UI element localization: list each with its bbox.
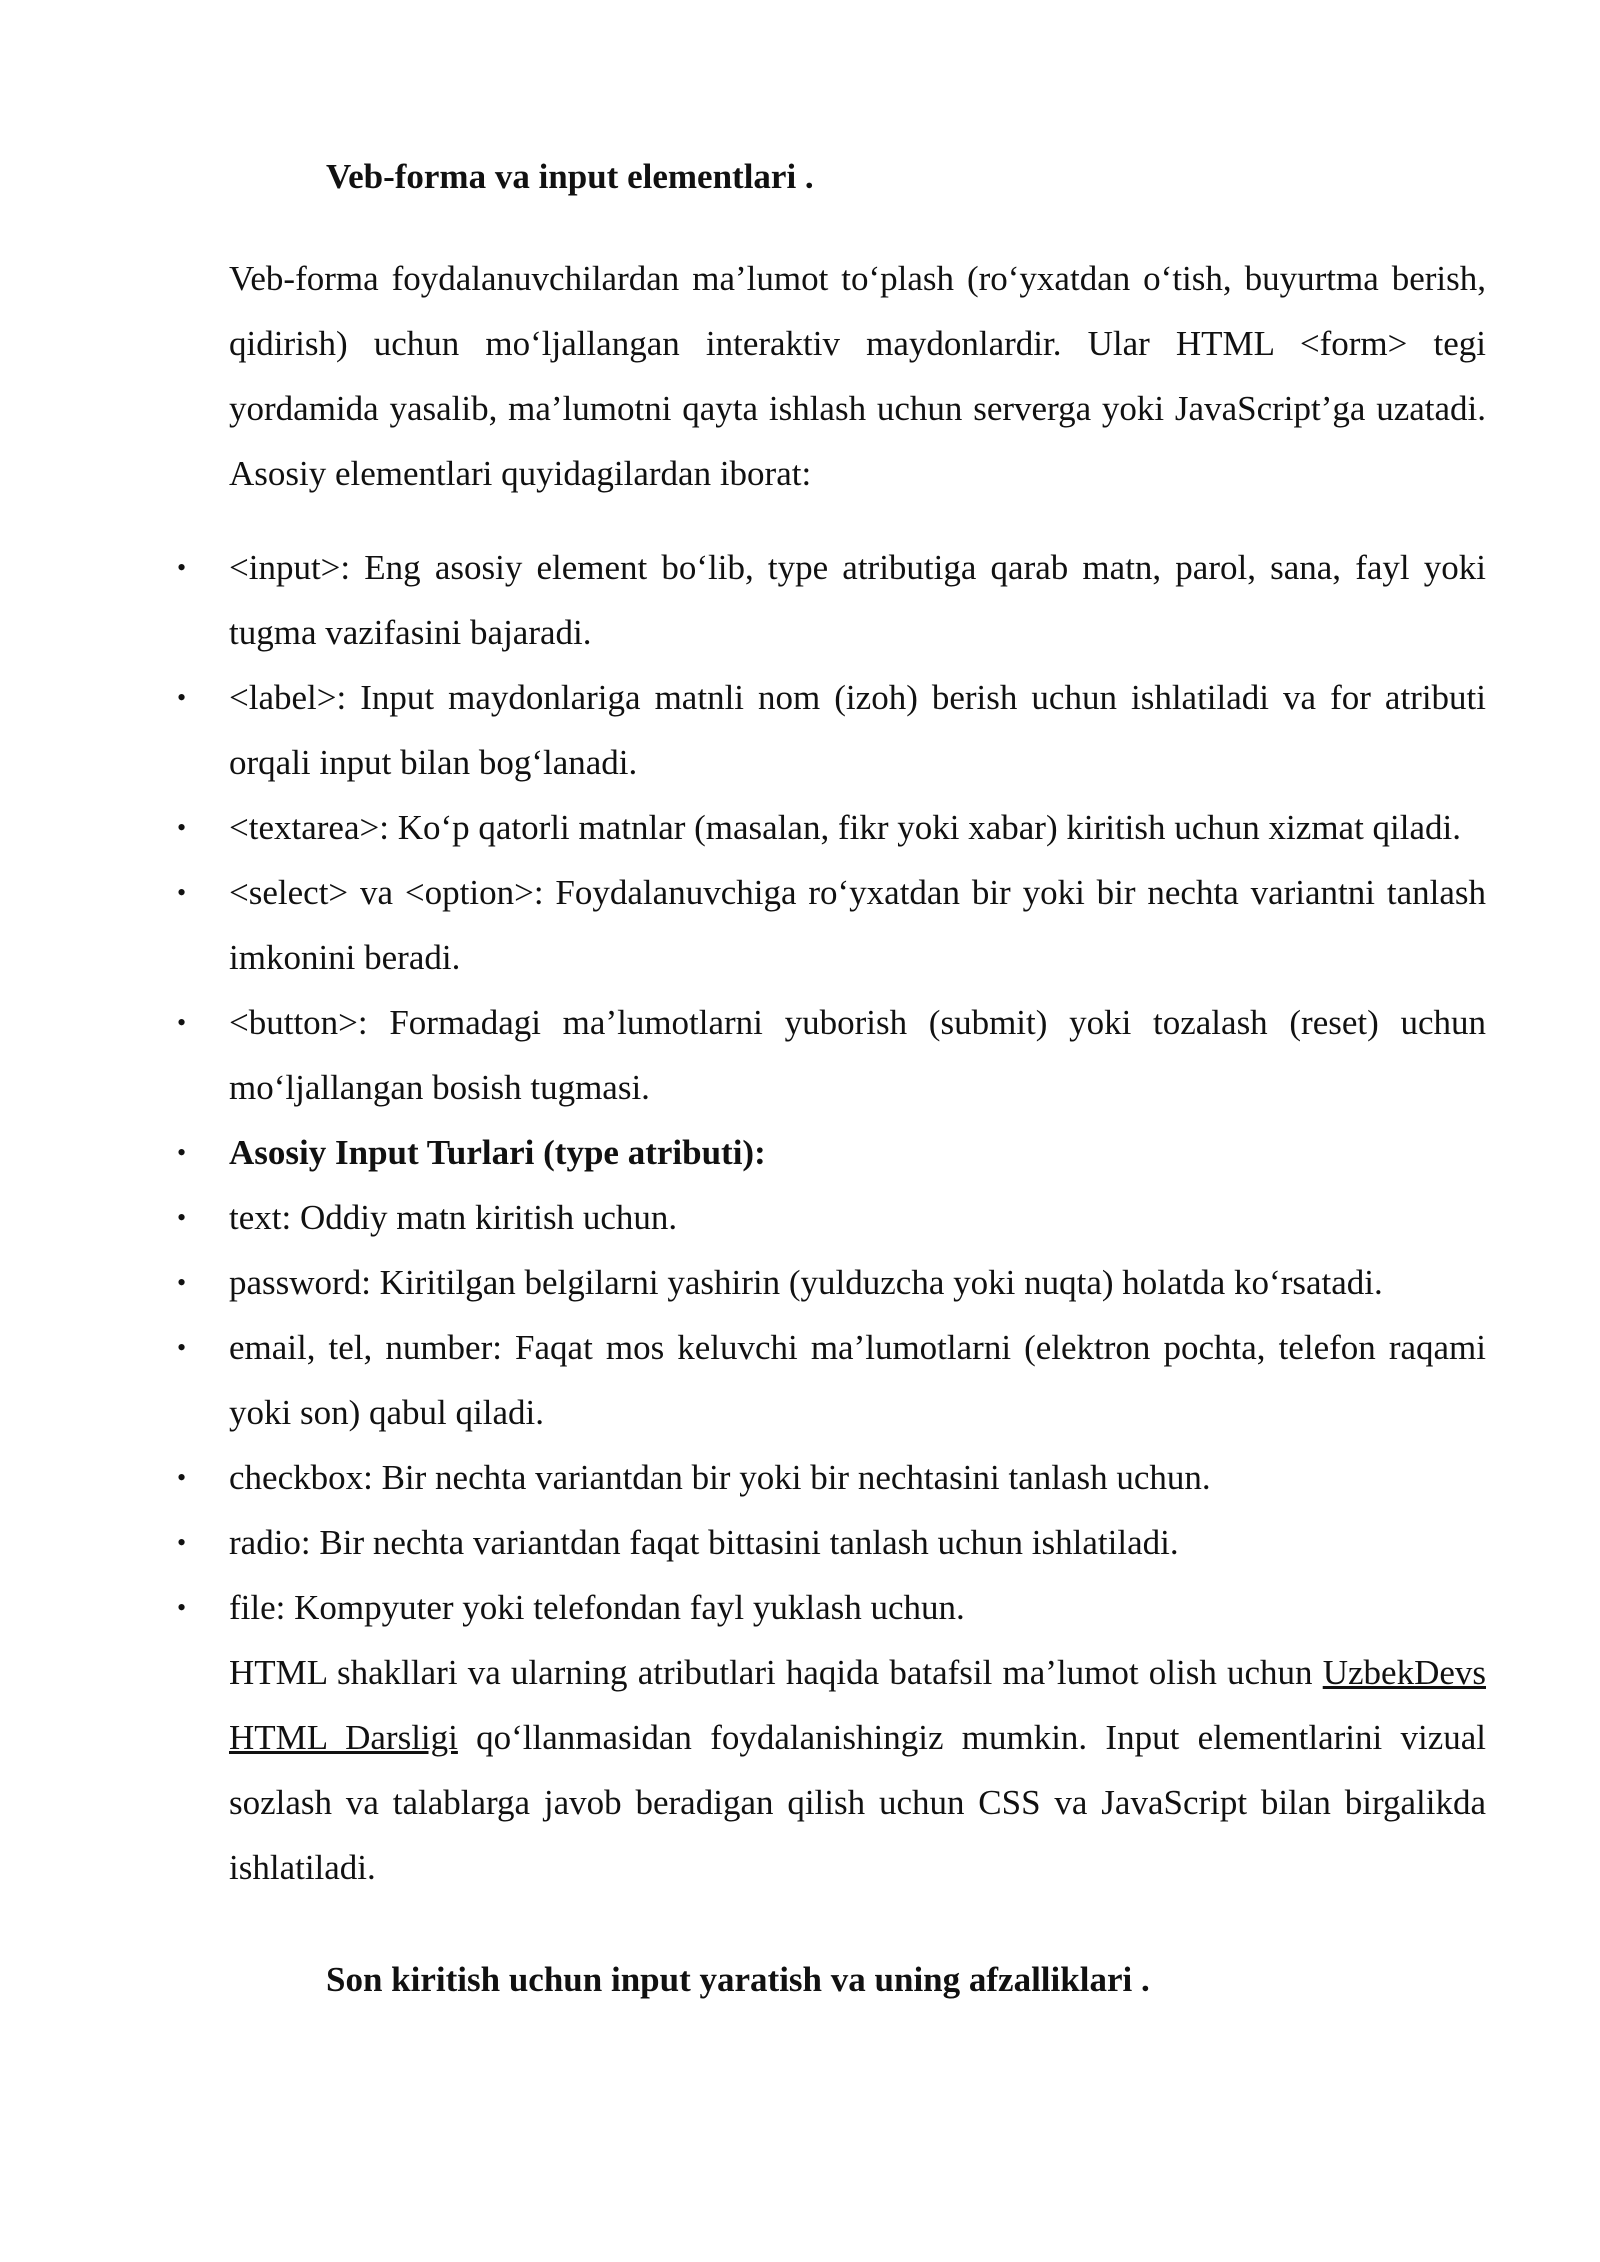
- list-item: [0, 1445, 1486, 1510]
- list-item: [0, 1575, 1486, 1640]
- list-item: [0, 795, 1486, 860]
- bullet-icon: •: [177, 1593, 187, 1622]
- list-item: [0, 1120, 1486, 1185]
- bullet-icon: •: [177, 813, 187, 842]
- closing-paragraph: [229, 1640, 1486, 1900]
- list-item-text: <select> va <option>: Foydalanuvchiga ro‘yxatdan bir yoki bir nechta variantni tanlash imkonini beradi.: [229, 873, 1486, 977]
- list-item-text: Asosiy Input Turlari (type atributi):: [229, 1133, 766, 1172]
- closing-text-start: HTML shakllari va ularning atributlari haqida batafsil ma’lumot olish uchun: [229, 1653, 1323, 1692]
- list-item-text: <textarea>: Ko‘p qatorli matnlar (masalan, fikr yoki xabar) kiritish uchun xizmat qiladi.: [229, 808, 1462, 847]
- list-item: [0, 665, 1486, 795]
- list-item: [0, 990, 1486, 1120]
- section-heading-web-forms: Veb-forma va input elementlari .: [326, 157, 814, 196]
- bullet-icon: •: [177, 1528, 187, 1557]
- section-heading-number-input: Son kiritish uchun input yaratish va uning afzalliklari .: [326, 1960, 1150, 1999]
- bullet-icon: •: [177, 1268, 187, 1297]
- bullet-icon: •: [177, 1138, 187, 1167]
- closing-text-end: qo‘llanmasidan foydalanishingiz mumkin. Input elementlarini vizual sozlash va talablarga javob beradigan qilish uchun CSS va JavaScript bilan birgalikda ishlatiladi.: [229, 1718, 1486, 1887]
- bullet-icon: •: [177, 553, 187, 582]
- uzbekdevs-tutorial-link[interactable]: UzbekDevs HTML Darsligi: [229, 1653, 1486, 1757]
- list-item: [0, 1315, 1486, 1445]
- bullet-icon: •: [177, 683, 187, 712]
- list-item-text: file: Kompyuter yoki telefondan fayl yuklash uchun.: [229, 1588, 965, 1627]
- list-item: [0, 1250, 1486, 1315]
- bullet-icon: •: [177, 1463, 187, 1492]
- list-item: [0, 1185, 1486, 1250]
- list-item-text: radio: Bir nechta variantdan faqat bittasini tanlash uchun ishlatiladi.: [229, 1523, 1179, 1562]
- list-item: [0, 860, 1486, 990]
- bullet-icon: •: [177, 1203, 187, 1232]
- list-item-text: <label>: Input maydonlariga matnli nom (izoh) berish uchun ishlatiladi va for atributi orqali input bilan bog‘lanadi.: [229, 678, 1486, 782]
- intro-paragraph: Veb-forma foydalanuvchilardan ma’lumot to‘plash (ro‘yxatdan o‘tish, buyurtma berish, qidirish) uchun mo‘ljallangan interaktiv maydonlardir. Ular HTML <form> tegi yordamida yasalib, ma’lumotni qayta ishlash uchun serverga yoki JavaScript’ga uzatadi. Asosiy elementlari quyidagilardan iborat:: [229, 259, 1486, 493]
- element-list: [0, 535, 1600, 1640]
- bullet-icon: •: [177, 1333, 187, 1362]
- list-item-text: text: Oddiy matn kiritish uchun.: [229, 1198, 678, 1237]
- list-item-text: <input>: Eng asosiy element bo‘lib, type atributiga qarab matn, parol, sana, fayl yoki tugma vazifasini bajaradi.: [229, 548, 1486, 652]
- list-item-text: email, tel, number: Faqat mos keluvchi ma’lumotlarni (elektron pochta, telefon raqami yoki son) qabul qiladi.: [229, 1328, 1486, 1432]
- list-item-text: password: Kiritilgan belgilarni yashirin (yulduzcha yoki nuqta) holatda ko‘rsatadi.: [229, 1263, 1383, 1302]
- bullet-icon: •: [177, 1008, 187, 1037]
- list-item-text: <button>: Formadagi ma’lumotlarni yuborish (submit) yoki tozalash (reset) uchun mo‘ljallangan bosish tugmasi.: [229, 1003, 1486, 1107]
- bullet-icon: •: [177, 878, 187, 907]
- list-item: [0, 1510, 1486, 1575]
- list-item-text: checkbox: Bir nechta variantdan bir yoki bir nechtasini tanlash uchun.: [229, 1458, 1211, 1497]
- list-item: [0, 535, 1486, 665]
